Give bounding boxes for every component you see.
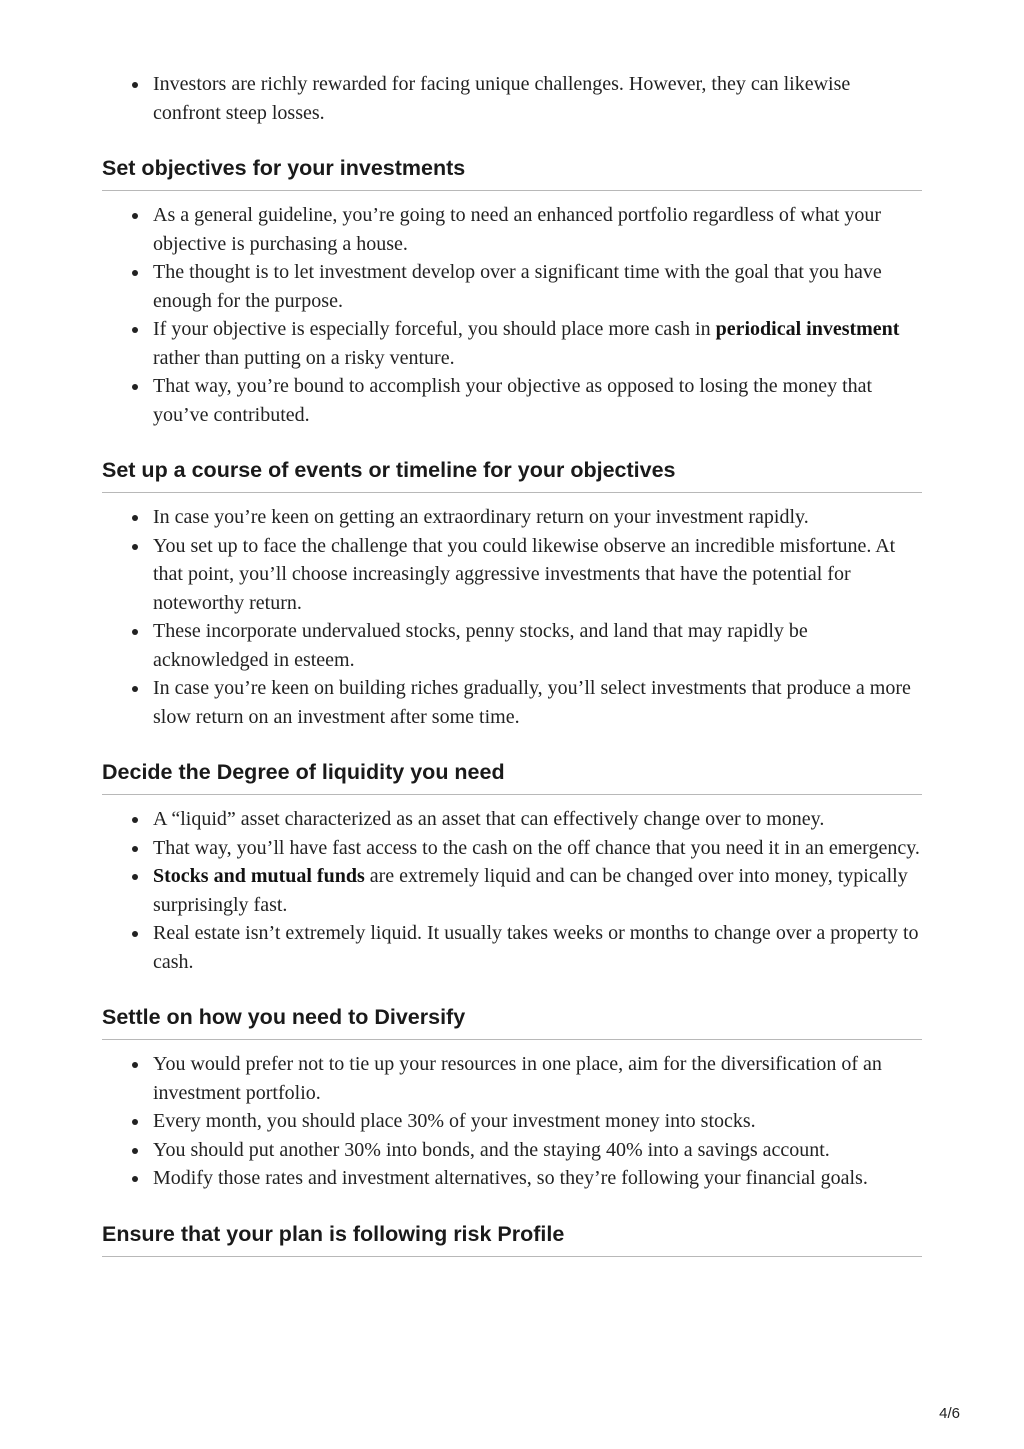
bullet-list [102,1050,922,1193]
bullet-list [102,805,922,976]
section-diversify [102,1003,922,1193]
list-item: You should put another 30% into bonds, and the staying 40% into a savings account. [102,1136,922,1165]
list-item-text: are extremely liquid and can be changed over into money, typically surprisingly fast. [153,865,908,916]
section-risk-profile [102,1220,922,1257]
bullet-list [102,201,922,429]
section-heading: Set objectives for your investments [102,154,922,191]
section-heading: Ensure that your plan is following risk Profile [102,1220,922,1257]
list-item: You set up to face the challenge that you could likewise observe an incredible misfortune. At that point, you’ll choose increasingly aggressive investments that have the potential for noteworthy return. [102,532,922,618]
list-item: In case you’re keen on getting an extraordinary return on your investment rapidly. [102,503,922,532]
list-item: Modify those rates and investment alternatives, so they’re following your financial goals. [102,1164,922,1193]
list-item: Investors are richly rewarded for facing unique challenges. However, they can likewise confront steep losses. [102,70,922,127]
bold-term: Stocks and mutual funds [153,865,365,887]
section-heading: Settle on how you need to Diversify [102,1003,922,1040]
page-number: 4/6 [939,1405,960,1422]
list-item: A “liquid” asset characterized as an asset that can effectively change over to money. [102,805,922,834]
section-timeline [102,456,922,731]
section-heading: Decide the Degree of liquidity you need [102,758,922,795]
list-item: Real estate isn’t extremely liquid. It usually takes weeks or months to change over a property to cash. [102,919,922,976]
intro-list [102,70,922,127]
list-item: That way, you’re bound to accomplish your objective as opposed to losing the money that you’ve contributed. [102,372,922,429]
section-heading: Set up a course of events or timeline for your objectives [102,456,922,493]
bold-term: periodical investment [715,318,900,340]
section-liquidity [102,758,922,976]
document-page [102,70,922,1267]
list-item: These incorporate undervalued stocks, penny stocks, and land that may rapidly be acknowledged in esteem. [102,617,922,674]
list-item: The thought is to let investment develop over a significant time with the goal that you have enough for the purpose. [102,258,922,315]
list-item [102,862,922,919]
section-set-objectives [102,154,922,429]
list-item: In case you’re keen on building riches gradually, you’ll select investments that produce a more slow return on an investment after some time. [102,674,922,731]
list-item [102,315,922,372]
list-item: That way, you’ll have fast access to the cash on the off chance that you need it in an emergency. [102,834,922,863]
list-item-text: rather than putting on a risky venture. [153,346,455,369]
list-item: Every month, you should place 30% of your investment money into stocks. [102,1107,922,1136]
list-item-text: If your objective is especially forceful, you should place more cash in [153,318,716,340]
list-item: As a general guideline, you’re going to need an enhanced portfolio regardless of what your objective is purchasing a house. [102,201,922,258]
bullet-list [102,503,922,731]
list-item: You would prefer not to tie up your resources in one place, aim for the diversification of an investment portfolio. [102,1050,922,1107]
